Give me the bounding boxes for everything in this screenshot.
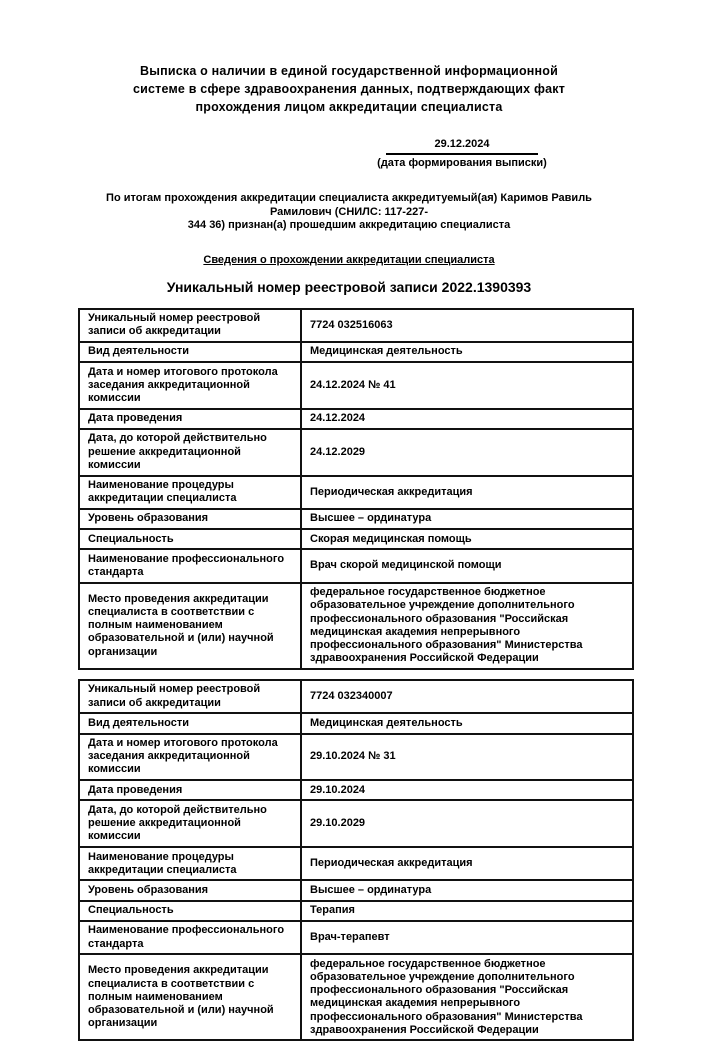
row-value: федеральное государственное бюджетное образовательное учреждение дополнительного профессионального образования "Российская медицинская академия непрерывного профессионального образования" Министерства здравоохранения Российской Федерации (301, 954, 633, 1040)
document-title (78, 62, 620, 116)
row-label: Дата проведения (79, 780, 301, 800)
table-row (79, 734, 633, 781)
row-value: Медицинская деятельность (301, 713, 633, 733)
row-value: 7724 032340007 (301, 680, 633, 713)
row-value: Терапия (301, 901, 633, 921)
row-value: Скорая медицинская помощь (301, 529, 633, 549)
row-label: Специальность (79, 529, 301, 549)
row-value: 7724 032516063 (301, 309, 633, 342)
row-value: федеральное государственное бюджетное образовательное учреждение дополнительного профессионального образования "Российская медицинская академия непрерывного профессионального образования" Министерства здравоохранения Российской Федерации (301, 583, 633, 669)
row-label: Дата, до которой действительно решение аккредитационной комиссии (79, 429, 301, 476)
row-value: Высшее – ординатура (301, 509, 633, 529)
row-label: Уникальный номер реестровой записи об аккредитации (79, 680, 301, 713)
row-label: Вид деятельности (79, 342, 301, 362)
table-row (79, 509, 633, 529)
table-row (79, 880, 633, 900)
row-value: 29.10.2029 (301, 800, 633, 847)
row-value: Врач-терапевт (301, 921, 633, 954)
row-label: Уровень образования (79, 880, 301, 900)
row-label: Наименование профессионального стандарта (79, 549, 301, 582)
table-row (79, 901, 633, 921)
row-label: Специальность (79, 901, 301, 921)
row-label: Место проведения аккредитации специалиста в соответствии с полным наименованием образовательной и (или) научной организации (79, 954, 301, 1040)
document-title-line: системе в сфере здравоохранения данных, подтверждающих факт (132, 82, 566, 96)
table-row (79, 780, 633, 800)
record-number-heading: Уникальный номер реестровой записи 2022.1390393 (166, 278, 532, 295)
table-row (79, 429, 633, 476)
row-value: 24.12.2024 (301, 409, 633, 429)
row-value: Периодическая аккредитация (301, 476, 633, 509)
table-row (79, 921, 633, 954)
intro-line: По итогам прохождения аккредитации специалиста аккредитуемый(ая) Каримов Равиль Рамилович (СНИЛС: 117-227- (106, 192, 592, 218)
row-label: Дата проведения (79, 409, 301, 429)
extract-date-caption: (дата формирования выписки) (377, 157, 547, 169)
row-value: Врач скорой медицинской помощи (301, 549, 633, 582)
row-label: Наименование профессионального стандарта (79, 921, 301, 954)
intro-line: 344 36) признан(а) прошедшим аккредитацию специалиста (187, 219, 511, 231)
extract-date-block (376, 138, 548, 170)
row-value: 24.12.2029 (301, 429, 633, 476)
row-value: Высшее – ординатура (301, 880, 633, 900)
extract-date: 29.12.2024 (386, 138, 538, 155)
section-heading: Сведения о прохождении аккредитации специалиста (203, 253, 495, 266)
table-row (79, 362, 633, 409)
row-label: Наименование процедуры аккредитации специалиста (79, 476, 301, 509)
row-value: 24.12.2024 № 41 (301, 362, 633, 409)
accreditation-record-table-2 (78, 679, 634, 1041)
row-value: 29.10.2024 (301, 780, 633, 800)
table-row (79, 342, 633, 362)
row-value: 29.10.2024 № 31 (301, 734, 633, 781)
table-row (79, 409, 633, 429)
row-label: Уникальный номер реестровой записи об аккредитации (79, 309, 301, 342)
table-row (79, 583, 633, 669)
row-label: Уровень образования (79, 509, 301, 529)
document-title-line: Выписка о наличии в единой государственной информационной (139, 64, 558, 78)
row-value: Периодическая аккредитация (301, 847, 633, 880)
row-label: Дата и номер итогового протокола заседания аккредитационной комиссии (79, 362, 301, 409)
table-row (79, 847, 633, 880)
table-row (79, 800, 633, 847)
table-row (79, 954, 633, 1040)
table-row (79, 680, 633, 713)
row-label: Место проведения аккредитации специалиста в соответствии с полным наименованием образовательной и (или) научной организации (79, 583, 301, 669)
document-title-line: прохождения лицом аккредитации специалиста (195, 100, 503, 114)
accreditation-record-table-1 (78, 308, 634, 670)
table-row (79, 529, 633, 549)
row-label: Дата и номер итогового протокола заседания аккредитационной комиссии (79, 734, 301, 781)
intro-paragraph (78, 192, 620, 233)
row-value: Медицинская деятельность (301, 342, 633, 362)
row-label: Дата, до которой действительно решение аккредитационной комиссии (79, 800, 301, 847)
table-row (79, 549, 633, 582)
table-row (79, 309, 633, 342)
row-label: Вид деятельности (79, 713, 301, 733)
table-row (79, 476, 633, 509)
row-label: Наименование процедуры аккредитации специалиста (79, 847, 301, 880)
table-row (79, 713, 633, 733)
